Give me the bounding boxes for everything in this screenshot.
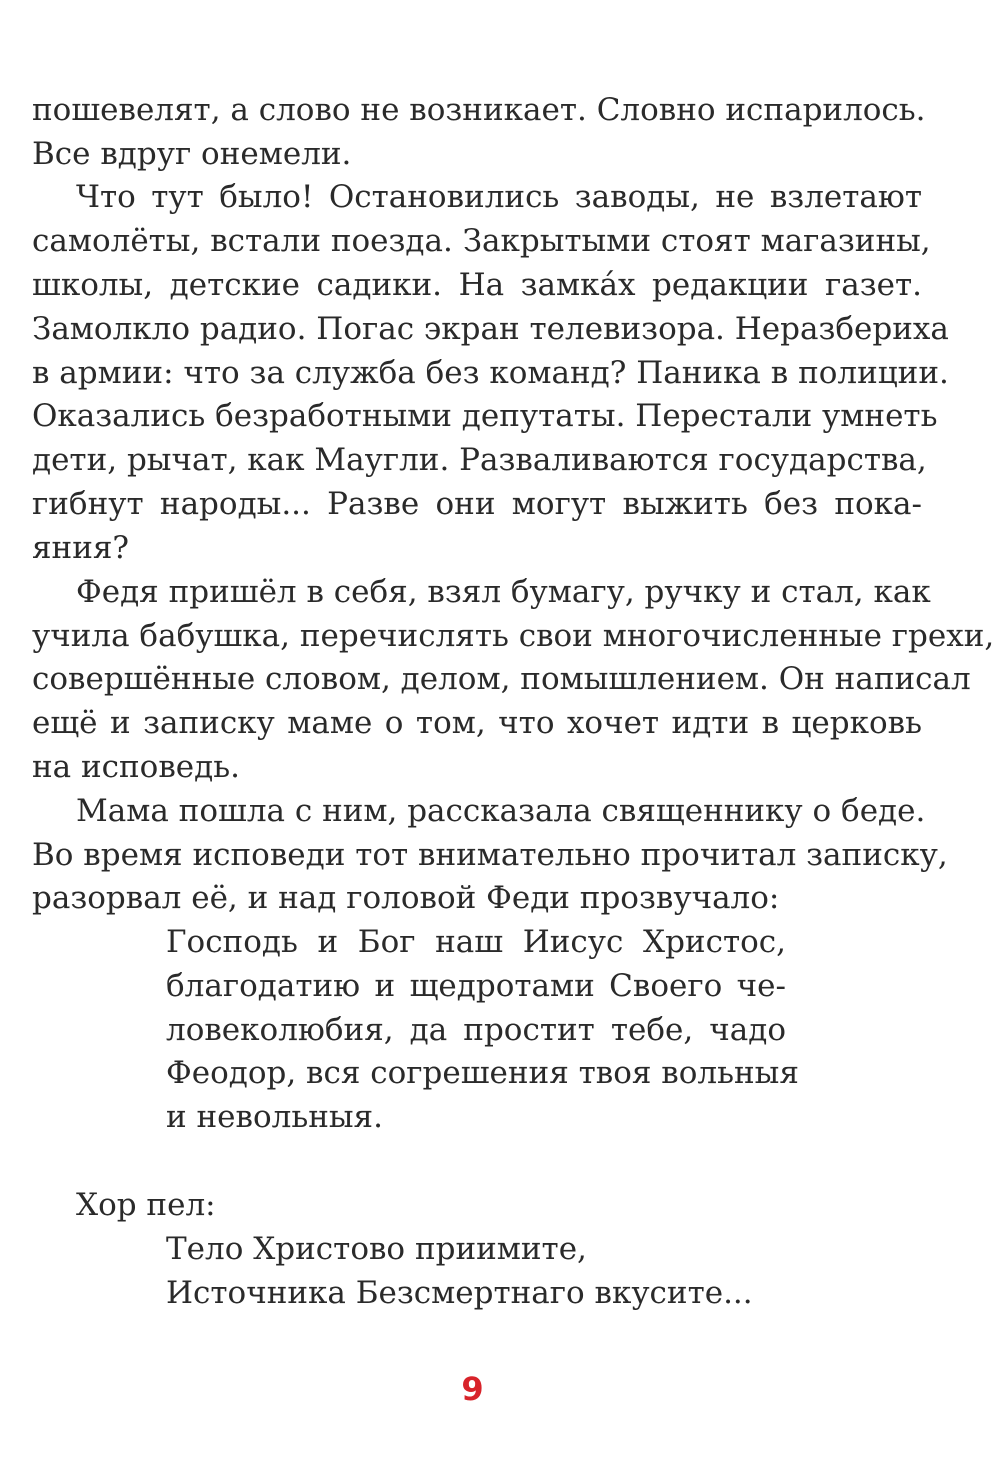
text-line: Что тут было! Остановились заводы, не взлетают bbox=[76, 179, 922, 215]
choir-line: Тело Христово приимите, bbox=[166, 1231, 587, 1267]
text-line: самолёты, встали поезда. Закрытыми стоят магазины, bbox=[32, 223, 931, 259]
prayer-line: и невольныя. bbox=[166, 1099, 383, 1135]
choir-line: Источника Безсмертнаго вкусите... bbox=[166, 1275, 753, 1311]
text-line: разорвал её, и над головой Феди прозвучало: bbox=[32, 880, 780, 916]
text-line: учила бабушка, перечислять свои многочисленные грехи, bbox=[32, 618, 995, 654]
text-line: совершённые словом, делом, помышлением. Он написал bbox=[32, 661, 971, 697]
text-line: гибнут народы... Разве они могут выжить без пока- bbox=[32, 486, 922, 522]
text-line: школы, детские садики. На замка́х редакции газет. bbox=[32, 267, 922, 303]
text-line: пошевелят, а слово не возникает. Словно испарилось. bbox=[32, 92, 926, 128]
text-line: Мама пошла с ним, рассказала священнику о беде. bbox=[76, 793, 926, 829]
text-line: на исповедь. bbox=[32, 749, 240, 785]
choir-intro: Хор пел: bbox=[76, 1187, 216, 1223]
prayer-line: ловеколюбия, да простит тебе, чадо bbox=[166, 1012, 786, 1048]
page-number: 9 bbox=[461, 1370, 484, 1408]
prayer-line: Господь и Бог наш Иисус Христос, bbox=[166, 924, 786, 960]
text-line: Во время исповеди тот внимательно прочитал записку, bbox=[32, 837, 948, 873]
prayer-line: Феодор, вся согрешения твоя вольныя bbox=[166, 1055, 799, 1091]
text-line: дети, рычат, как Маугли. Разваливаются государства, bbox=[32, 442, 927, 478]
text-line: Замолкло радио. Погас экран телевизора. Неразбериха bbox=[32, 311, 949, 347]
text-line: ещё и записку маме о том, что хочет идти в церковь bbox=[32, 705, 922, 741]
text-line: Оказались безработными депутаты. Перестали умнеть bbox=[32, 398, 938, 434]
text-line: яния? bbox=[32, 530, 130, 566]
text-line: Все вдруг онемели. bbox=[32, 136, 352, 172]
text-line: в армии: что за служба без команд? Паника в полиции. bbox=[32, 355, 949, 391]
prayer-line: благодатию и щедротами Своего че- bbox=[166, 968, 786, 1004]
text-line: Федя пришёл в себя, взял бумагу, ручку и стал, как bbox=[76, 574, 931, 610]
book-page bbox=[32, 0, 995, 1458]
